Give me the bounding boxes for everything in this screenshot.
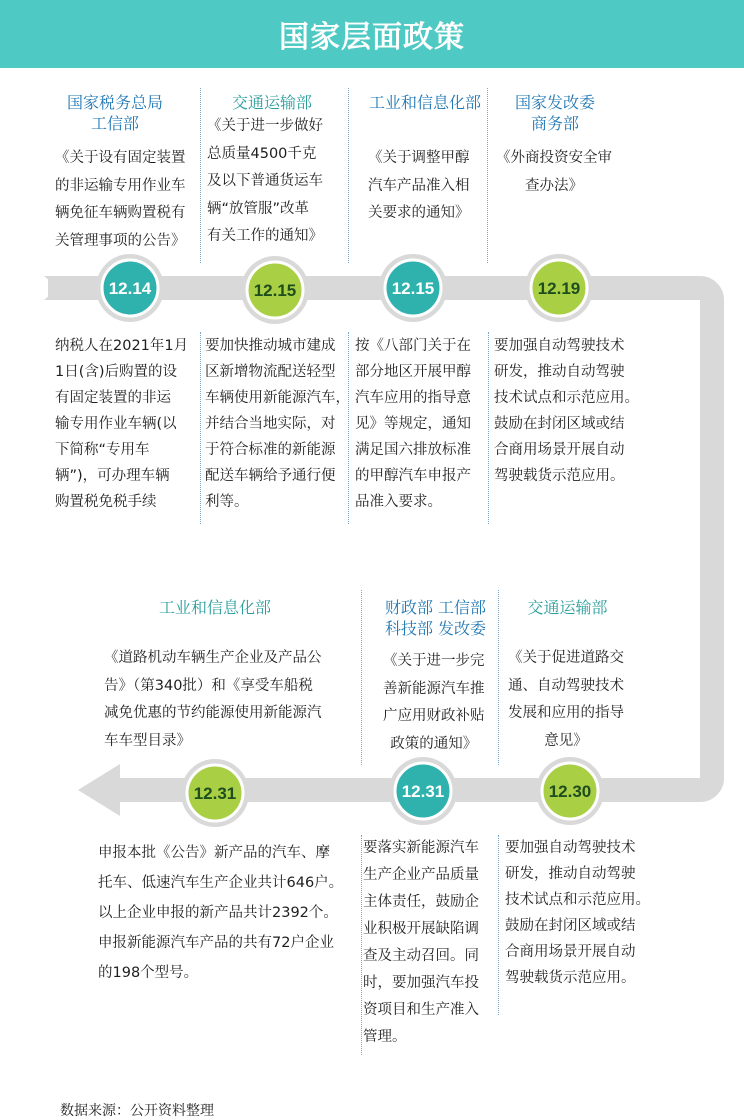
date-marker [181,759,249,827]
date-label: 12.15 [253,281,297,300]
text-line: 要加强自动驾驶技术 [505,840,636,856]
text-line: 汽车应用的指导意 [355,390,471,406]
text-line: 见》等规定，通知 [355,416,471,432]
policy-description [363,835,479,1051]
policy-description [205,333,350,515]
agency-name [500,92,610,134]
policy-document [383,648,485,758]
divider [200,88,201,263]
policy-description [505,835,650,991]
text-line: 主体责任，鼓励企 [363,894,479,910]
text-line: 研发，推动自动驾驶 [494,364,625,380]
text-line: 辆“放管服”改革 [207,200,310,217]
text-line: 有固定装置的非运 [55,390,171,406]
text-line: 交通运输部 [527,598,608,617]
text-line: 意见》 [544,732,588,749]
text-line: 生产企业产品质量 [363,867,479,883]
text-line: 驾驶载货示范应用。 [494,468,625,484]
policy-description [494,333,639,489]
divider [488,332,489,524]
text-line: 的198个型号。 [98,965,199,981]
date-marker [389,757,457,825]
text-line: 《关于设有固定装置 [55,150,186,166]
text-line: 车辆使用新能源汽车， [205,390,350,406]
date-marker [525,254,593,322]
text-line: 交通运输部 [231,93,312,112]
date-label: 12.31 [193,784,237,803]
text-line: 并结合当地实际，对 [205,416,336,432]
date-marker [536,757,604,825]
date-label: 12.14 [108,279,152,298]
text-line: 工业和信息化部 [368,93,481,112]
data-source-note: 数据来源：公开资料整理 [60,1103,214,1119]
date-marker [96,254,164,322]
date-label: 12.30 [548,782,592,801]
policy-description [98,838,343,988]
agency-name [212,92,332,113]
text-line: 利等。 [205,494,249,510]
text-line: 合商用场景开展自动 [494,442,625,458]
text-line: 关管理事项的公告》 [55,232,186,249]
text-line: 配送车辆给予通行便 [205,468,336,484]
text-line: 要加强自动驾驶技术 [494,338,625,354]
text-line: 于符合标准的新能源 [205,442,336,458]
text-line: 鼓励在封闭区域或结 [505,918,636,934]
text-line: 商务部 [530,114,579,133]
text-line: 关要求的通知》 [368,205,470,221]
text-line: 汽车产品准入相 [368,177,470,194]
agency-name [140,597,290,618]
agency-name [510,597,625,618]
date-label: 12.31 [401,782,445,801]
text-line: 辆免征车辆购置税有 [55,205,186,221]
divider [200,332,201,524]
divider [487,88,488,263]
divider [348,88,349,263]
text-line: 技术试点和示范应用。 [505,892,650,908]
date-marker [241,256,309,324]
text-line: 时，要加强汽车投 [363,975,479,991]
text-line: 1日(含)后购置的设 [55,364,178,380]
text-line: 输专用作业车辆(以 [55,416,177,432]
text-line: 部分地区开展甲醇 [355,364,471,380]
text-line: 财政部 工信部 [384,598,487,617]
text-line: 通、自动驾驶技术 [508,677,624,694]
divider [498,835,499,1015]
text-line: 的非运输专用作业车 [55,177,186,194]
text-line: 研发，推动自动驾驶 [505,866,636,882]
text-line: 辆”)，可办理车辆 [55,468,170,484]
date-label: 12.19 [537,279,581,298]
policy-document [55,145,186,255]
text-line: 查及主动召回。同 [363,948,479,964]
text-line: 托车、低速汽车生产企业共计646户。 [98,875,344,891]
text-line: 总质量4500千克 [207,145,317,162]
text-line: 技术试点和示范应用。 [494,390,639,406]
text-line: 发展和应用的指导 [508,705,624,721]
text-line: 申报本批《公告》新产品的汽车、摩 [98,845,330,861]
text-line: 以上企业申报的新产品共计2392个。 [98,905,338,921]
text-line: 资项目和生产准入 [363,1002,479,1018]
text-line: 纳税人在2021年1月 [55,338,189,354]
text-line: 的甲醇汽车申报产 [355,468,471,484]
text-line: 驾驶载货示范应用。 [505,970,636,986]
text-line: 及以下普通货运车 [207,173,323,189]
text-line: 按《八部门关于在 [355,338,471,354]
agency-name [360,92,490,113]
text-line: 要加快推动城市建成 [205,338,336,354]
text-line: 《关于进一步完 [383,653,485,669]
text-line: 要落实新能源汽车 [363,840,479,856]
text-line: 管理。 [363,1029,407,1045]
divider [361,835,362,1055]
text-line: 查办法》 [525,177,583,194]
text-line: 申报新能源汽车产品的共有72户企业 [98,935,334,951]
policy-document [508,645,624,755]
text-line: 品准入要求。 [355,494,442,510]
policy-description [355,333,471,515]
text-line: 减免优惠的节约能源使用新能源汽 [104,705,322,721]
text-line: 《关于调整甲醇 [368,150,470,166]
text-line: 满足国六排放标准 [355,442,471,458]
text-line: 善新能源汽车推 [383,680,485,697]
text-line: 国家发改委 [514,93,595,112]
text-line: 业积极开展缺陷调 [363,921,479,937]
text-line: 合商用场景开展自动 [505,944,636,960]
text-line: 《关于进一步做好 [207,118,323,134]
text-line: 鼓励在封闭区域或结 [494,416,625,432]
policy-document [368,145,470,228]
text-line: 政策的通知》 [390,735,478,752]
policy-document [207,113,323,251]
text-line: 《道路机动车辆生产企业及产品公 [104,650,322,666]
policy-description [55,333,188,515]
text-line: 工信部 [90,114,139,133]
divider [361,590,362,765]
text-line: 广应用财政补贴 [383,708,485,724]
timeline-arrowhead [78,764,120,816]
policy-document [496,145,612,200]
agency-name [368,597,503,639]
text-line: 工业和信息化部 [158,598,271,617]
text-line: 有关工作的通知》 [207,228,323,244]
text-line: 区新增物流配送轻型 [205,364,336,380]
text-line: 车车型目录》 [104,732,191,749]
text-line: 《关于促进道路交 [508,650,624,666]
text-line: 国家税务总局 [66,93,163,112]
text-line: 购置税免税手续 [55,494,157,510]
text-line: 《外商投资安全审 [496,150,612,166]
text-line: 告》（第340批）和《享受车船税 [104,677,313,694]
agency-name [55,92,175,134]
text-line: 科技部 发改委 [384,619,487,638]
policy-document [104,645,322,755]
date-label: 12.15 [391,279,435,298]
text-line: 下简称“专用车 [55,442,150,458]
date-marker [379,254,447,322]
page-title: 国家层面政策 [279,20,465,55]
